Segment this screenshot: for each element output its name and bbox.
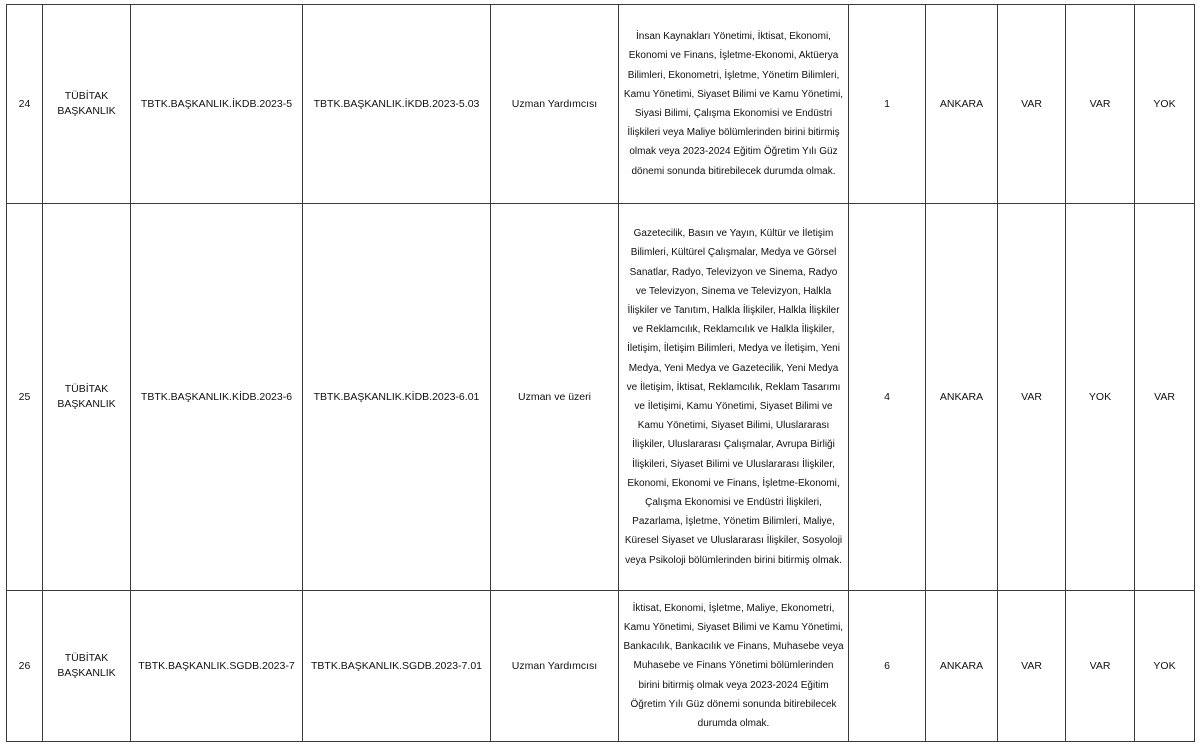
flag-1: VAR — [998, 5, 1066, 204]
position-count: 6 — [849, 591, 926, 742]
position-title: Uzman Yardımcısı — [491, 591, 619, 742]
flag-1: VAR — [998, 204, 1066, 591]
table-row — [7, 5, 1195, 204]
position-count: 4 — [849, 204, 926, 591]
row-number: 26 — [7, 591, 43, 742]
positions-table — [6, 4, 1195, 742]
unit-name: TÜBİTAK BAŞKANLIK — [43, 591, 131, 742]
flag-2: VAR — [1066, 5, 1135, 204]
row-number: 25 — [7, 204, 43, 591]
flag-1: VAR — [998, 591, 1066, 742]
row-number: 24 — [7, 5, 43, 204]
flag-2: YOK — [1066, 204, 1135, 591]
flag-3: YOK — [1135, 591, 1195, 742]
requirements-text: İktisat, Ekonomi, İşletme, Maliye, Ekonometri, Kamu Yönetimi, Siyaset Bilimi ve Kamu Yönetimi, Bankacılık, Bankacılık ve Finans, Muhasebe veya Muhasebe ve Finans Yönetimi bölümlerinden birini bitirmiş olmak veya 2023-2024 Eğitim Öğretim Yılı Güz dönemi sonunda bitirebilecek durumda olmak. — [619, 591, 849, 742]
positions-document — [6, 4, 1194, 741]
position-code: TBTK.BAŞKANLIK.İKDB.2023-5.03 — [303, 5, 491, 204]
table-row — [7, 204, 1195, 591]
unit-name: TÜBİTAK BAŞKANLIK — [43, 204, 131, 591]
city: ANKARA — [926, 591, 998, 742]
position-code: TBTK.BAŞKANLIK.SGDB.2023-7.01 — [303, 591, 491, 742]
position-title: Uzman ve üzeri — [491, 204, 619, 591]
announcement-code: TBTK.BAŞKANLIK.SGDB.2023-7 — [131, 591, 303, 742]
flag-2: VAR — [1066, 591, 1135, 742]
table-row — [7, 591, 1195, 742]
announcement-code: TBTK.BAŞKANLIK.KİDB.2023-6 — [131, 204, 303, 591]
position-code: TBTK.BAŞKANLIK.KİDB.2023-6.01 — [303, 204, 491, 591]
announcement-code: TBTK.BAŞKANLIK.İKDB.2023-5 — [131, 5, 303, 204]
requirements-text: Gazetecilik, Basın ve Yayın, Kültür ve İletişim Bilimleri, Kültürel Çalışmalar, Medya ve Görsel Sanatlar, Radyo, Televizyon ve Sinema, Radyo ve Televizyon, Sinema ve Televizyon, Halkla İlişkiler ve Tanıtım, Halkla İlişkiler, Halkla İlişkiler ve Reklamcılık, Reklamcılık ve Halkla İlişkiler, İletişim, İletişim Bilimleri, Medya ve İletişim, Yeni Medya, Yeni Medya ve Gazetecilik, Yeni Medya ve İletişim, İktisat, Reklamcılık, Reklam Tasarımı ve İletişimi, Kamu Yönetimi, Siyaset Bilimi ve Kamu Yönetimi, Siyaset Bilimi, Uluslararası İlişkiler, Uluslararası Çalışmalar, Avrupa Birliği İlişkileri, Siyaset Bilimi ve Uluslararası İlişkiler, Ekonomi, Ekonomi ve Finans, İşletme-Ekonomi, Çalışma Ekonomisi ve Endüstri İlişkileri, Pazarlama, İşletme, Yönetim Bilimleri, Maliye, Küresel Siyaset ve Uluslararası İlişkiler, Sosyoloji veya Psikoloji bölümlerinden birini bitirmiş olmak. — [619, 204, 849, 591]
city: ANKARA — [926, 204, 998, 591]
flag-3: YOK — [1135, 5, 1195, 204]
requirements-text: İnsan Kaynakları Yönetimi, İktisat, Ekonomi, Ekonomi ve Finans, İşletme-Ekonomi, Aktüerya Bilimleri, Ekonometri, İşletme, Yönetim Bilimleri, Kamu Yönetimi, Siyaset Bilimi ve Kamu Yönetimi, Siyasi Bilimi, Çalışma Ekonomisi ve Endüstri İlişkileri veya Maliye bölümlerinden birini bitirmiş olmak veya 2023-2024 Eğitim Öğretim Yılı Güz dönemi sonunda bitirebilecek durumda olmak. — [619, 5, 849, 204]
flag-3: VAR — [1135, 204, 1195, 591]
position-title: Uzman Yardımcısı — [491, 5, 619, 204]
city: ANKARA — [926, 5, 998, 204]
position-count: 1 — [849, 5, 926, 204]
unit-name: TÜBİTAK BAŞKANLIK — [43, 5, 131, 204]
